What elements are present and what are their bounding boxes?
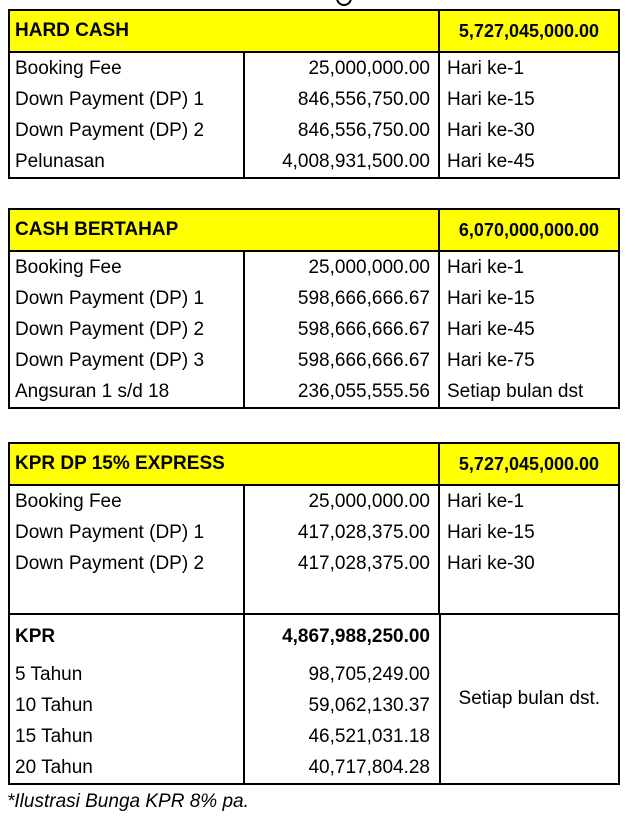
table-title: CASH BERTAHAP <box>15 219 179 240</box>
row-amount: 417,028,375.00 <box>243 548 438 579</box>
row-label: Down Payment (DP) 2 <box>15 319 205 340</box>
row-amount: 598,666,666.67 <box>243 345 438 376</box>
row-label: Booking Fee <box>15 257 122 278</box>
row-due: Hari ke-75 <box>438 345 618 376</box>
row-amount: 598,666,666.67 <box>243 314 438 345</box>
row-label: Down Payment (DP) 3 <box>15 350 205 371</box>
tenor-amount: 98,705,249.00 <box>243 659 438 690</box>
table-row <box>10 548 618 579</box>
row-amount: 236,055,555.56 <box>243 376 438 407</box>
table-row <box>10 486 618 517</box>
row-amount: 25,000,000.00 <box>243 252 438 283</box>
table-row <box>10 314 618 345</box>
cropped-text-artifact <box>336 0 352 6</box>
tenor-row <box>10 690 439 721</box>
row-due <box>438 579 618 613</box>
row-label: Down Payment (DP) 1 <box>15 89 205 110</box>
row-amount: 417,028,375.00 <box>243 517 438 548</box>
row-amount: 4,008,931,500.00 <box>243 146 438 177</box>
row-due: Setiap bulan dst <box>438 376 618 407</box>
cash-bertahap-header <box>10 210 618 252</box>
row-amount: 598,666,666.67 <box>243 283 438 314</box>
tenor-row <box>10 752 439 783</box>
row-due: Hari ke-15 <box>438 517 618 548</box>
row-amount: 25,000,000.00 <box>243 53 438 84</box>
table-row <box>10 53 618 84</box>
row-due: Hari ke-1 <box>438 486 618 517</box>
table-title: KPR DP 15% EXPRESS <box>15 453 225 474</box>
kpr-label: KPR <box>15 626 56 647</box>
row-due: Hari ke-45 <box>438 314 618 345</box>
row-label: Booking Fee <box>15 491 122 512</box>
tenor-row <box>10 659 439 690</box>
tenor-label: 20 Tahun <box>15 757 93 778</box>
kpr-express-header <box>10 444 618 486</box>
table-row-blank <box>10 579 618 613</box>
tenor-row <box>10 721 439 752</box>
row-label: Down Payment (DP) 1 <box>15 522 205 543</box>
hard-cash-table <box>8 9 620 179</box>
cash-bertahap-table <box>8 208 620 409</box>
row-label: Booking Fee <box>15 58 122 79</box>
row-label <box>10 579 243 613</box>
kpr-mortgage-section <box>10 613 618 783</box>
row-label: Angsuran 1 s/d 18 <box>15 381 170 402</box>
kpr-amount: 4,867,988,250.00 <box>243 615 438 659</box>
row-label: Down Payment (DP) 2 <box>15 553 205 574</box>
table-title: HARD CASH <box>15 20 129 41</box>
tenor-amount: 40,717,804.28 <box>243 752 438 783</box>
kpr-express-table <box>8 442 620 785</box>
tenor-label: 10 Tahun <box>15 695 93 716</box>
table-row <box>10 283 618 314</box>
row-amount: 846,556,750.00 <box>243 115 438 146</box>
row-due: Hari ke-1 <box>438 252 618 283</box>
tenor-amount: 59,062,130.37 <box>243 690 438 721</box>
table-row <box>10 146 618 177</box>
table-total-price: 5,727,045,000.00 <box>438 11 618 51</box>
table-row <box>10 84 618 115</box>
tenor-label: 15 Tahun <box>15 726 93 747</box>
row-due: Hari ke-15 <box>438 283 618 314</box>
row-amount: 846,556,750.00 <box>243 84 438 115</box>
table-row <box>10 252 618 283</box>
row-due: Hari ke-45 <box>438 146 618 177</box>
row-due: Hari ke-15 <box>438 84 618 115</box>
row-amount: 25,000,000.00 <box>243 486 438 517</box>
row-due: Hari ke-30 <box>438 115 618 146</box>
row-amount <box>243 579 438 613</box>
table-row <box>10 376 618 407</box>
kpr-rate-footnote: *Ilustrasi Bunga KPR 8% pa. <box>7 791 249 812</box>
table-total-price: 6,070,000,000.00 <box>438 210 618 250</box>
kpr-due-note: Setiap bulan dst. <box>439 615 618 783</box>
row-due: Hari ke-1 <box>438 53 618 84</box>
tenor-label: 5 Tahun <box>15 664 83 685</box>
row-label: Down Payment (DP) 1 <box>15 288 205 309</box>
kpr-tenor-list <box>10 615 439 783</box>
table-row <box>10 115 618 146</box>
row-label: Down Payment (DP) 2 <box>15 120 205 141</box>
row-due: Hari ke-30 <box>438 548 618 579</box>
table-total-price: 5,727,045,000.00 <box>438 444 618 484</box>
table-row <box>10 345 618 376</box>
kpr-principal-row <box>10 615 439 659</box>
row-label: Pelunasan <box>15 151 105 172</box>
tenor-amount: 46,521,031.18 <box>243 721 438 752</box>
hard-cash-header <box>10 11 618 53</box>
table-row <box>10 517 618 548</box>
